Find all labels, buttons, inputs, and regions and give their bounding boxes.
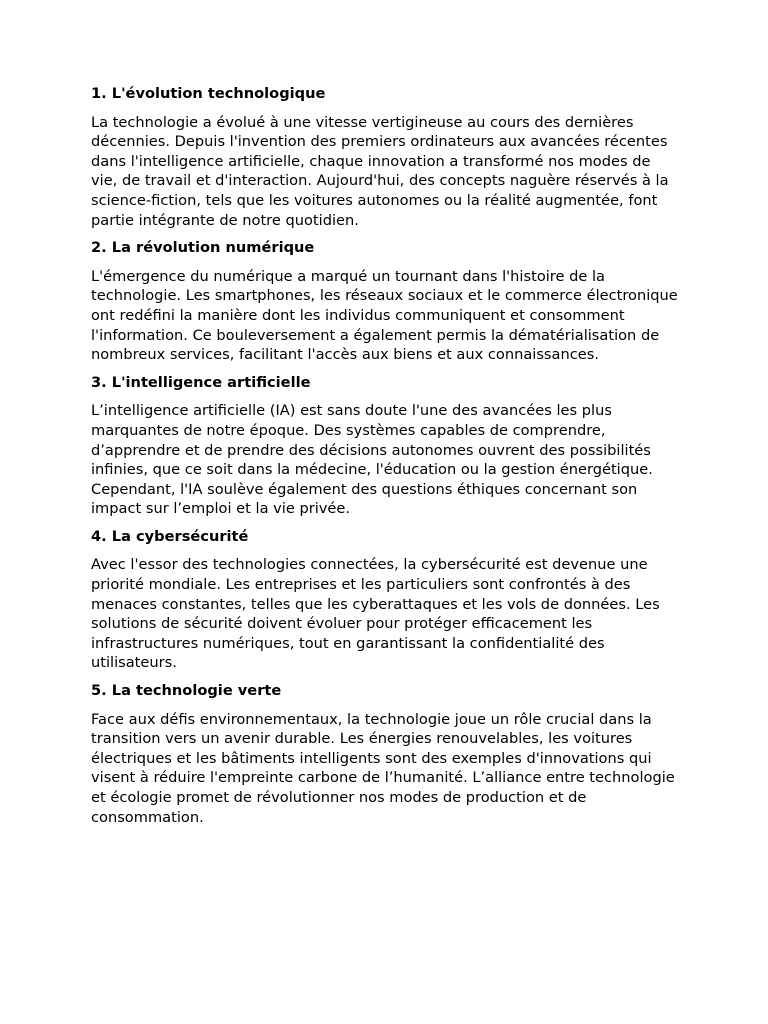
section-heading-4: 4. La cybersécurité (91, 527, 249, 545)
section-heading-3: 3. L'intelligence artificielle (91, 373, 311, 391)
section-body-3: L’intelligence artificielle (IA) est sans doute l'une des avancées les plus marquantes de notre époque. Des systèmes capables de comprendre, d’apprendre et de prendre des décisions autonomes ouvrent des possibilités infinies, que ce soit dans la médecine, l'éducation ou la gestion énergétique. Cependant, l'IA soulève également des questions éthiques concernant son impact sur l’emploi et la vie privée. (91, 402, 653, 518)
section-heading-2: 2. La révolution numérique (91, 239, 315, 257)
section-body-5: Face aux défis environnementaux, la technologie joue un rôle crucial dans la transition vers un avenir durable. Les énergies renouvelables, les voitures électriques et les bâtiments intelligents sont des exemples d'innovations qui visent à réduire l'empreinte carbone de l’humanité. L’alliance entre technologie et écologie promet de révolutionner nos modes de production et de consommation. (91, 710, 675, 826)
section-body-1: La technologie a évolué à une vitesse vertigineuse au cours des dernières décennies. Depuis l'invention des premiers ordinateurs aux avancées récentes dans l'intelligence artificielle, chaque innovation a transformé nos modes de vie, de travail et d'interaction. Aujourd'hui, des concepts naguère réservés à la science-fiction, tels que les voitures autonomes ou la réalité augmentée, font partie intégrante de notre quotidien. (91, 113, 669, 229)
section-body-4: Avec l'essor des technologies connectées, la cybersécurité est devenue une priorité mondiale. Les entreprises et les particuliers sont confrontés à des menaces constantes, telles que les cyberattaques et les vols de données. Les solutions de sécurité doivent évoluer pour protéger efficacement les infrastructures numériques, tout en garantissant la confidentialité des utilisateurs. (91, 556, 660, 672)
section-body-2: L'émergence du numérique a marqué un tournant dans l'histoire de la technologie. Les smartphones, les réseaux sociaux et le commerce électronique ont redéfini la manière dont les individus communiquent et consomment l'information. Ce bouleversement a également permis la dématérialisation de nombreux services, facilitant l'accès aux biens et aux connaissances. (91, 267, 678, 364)
section-heading-1: 1. L'évolution technologique (91, 85, 326, 102)
section-heading-5: 5. La technologie verte (91, 682, 282, 700)
